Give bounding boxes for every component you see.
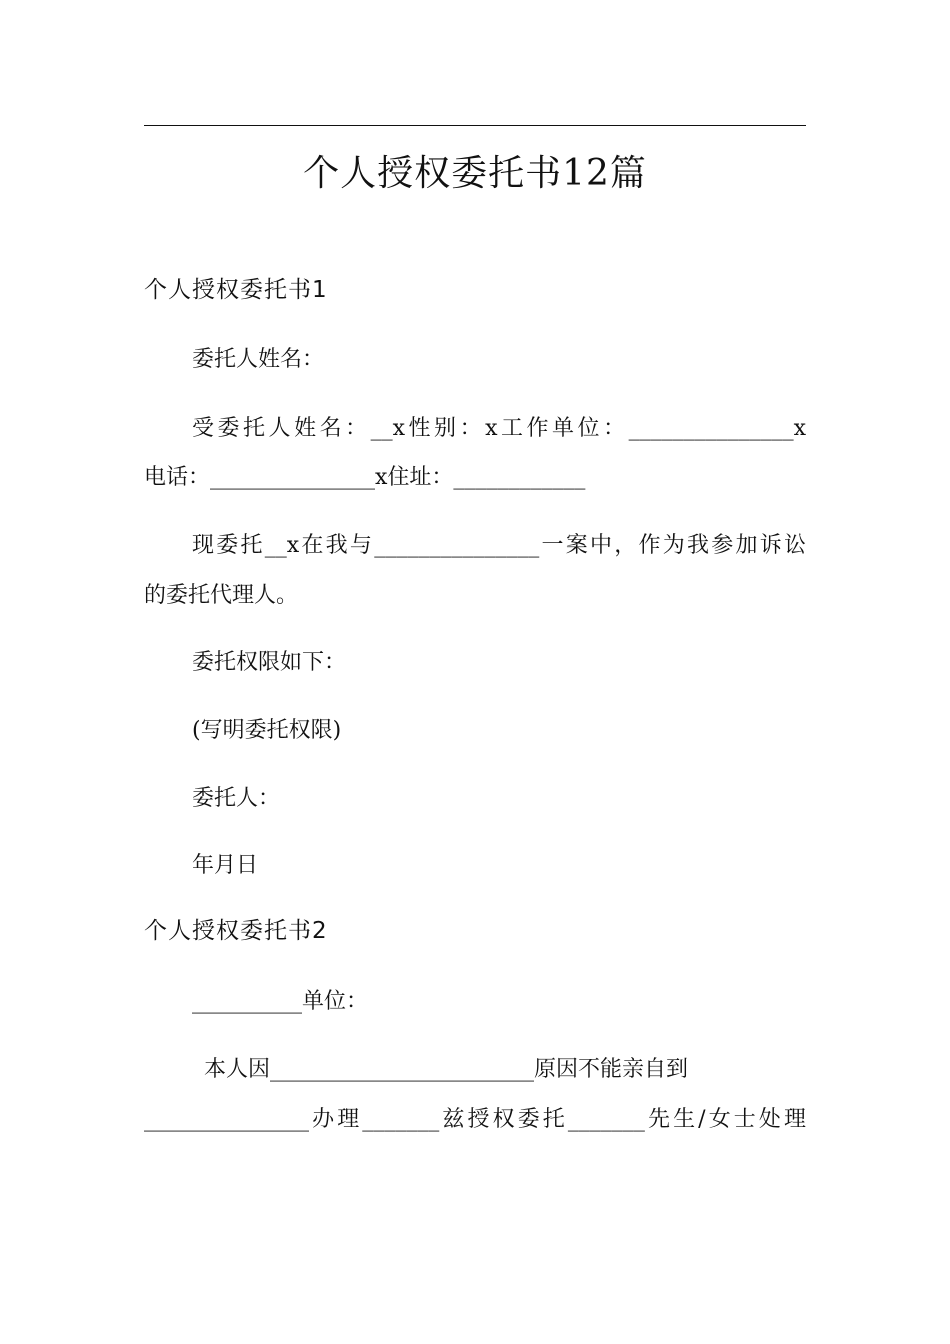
entrust-statement-line-2: 的委托代理人。 xyxy=(144,583,299,608)
section-2-heading: 个人授权委托书2 xyxy=(144,918,328,944)
document-title: 个人授权委托书12篇 xyxy=(303,153,647,194)
principal-name-line: 委托人姓名： xyxy=(192,347,325,372)
reason-line: 本人因________________________原因不能亲自到 xyxy=(204,1057,689,1082)
agent-contact-line: 电话：_______________x住址：____________ xyxy=(144,465,586,490)
date-line: 年月日 xyxy=(192,853,259,878)
header-rule xyxy=(144,125,806,126)
authority-scope-note: (写明委托权限) xyxy=(192,718,342,743)
principal-signature-label: 委托人： xyxy=(192,786,281,811)
entrust-statement-line-1: 现委托__x在我与_______________一案中，作为我参加诉讼 xyxy=(192,533,806,558)
agent-info-line: 受委托人姓名：__x性别：x工作单位：_______________x xyxy=(192,416,806,441)
unit-line: __________单位： xyxy=(192,989,369,1014)
section-1-heading: 个人授权委托书1 xyxy=(144,277,328,303)
handling-line: _______________办理_______兹授权委托_______先生/女士处理 xyxy=(144,1107,806,1132)
authority-scope-label: 委托权限如下： xyxy=(192,650,347,675)
